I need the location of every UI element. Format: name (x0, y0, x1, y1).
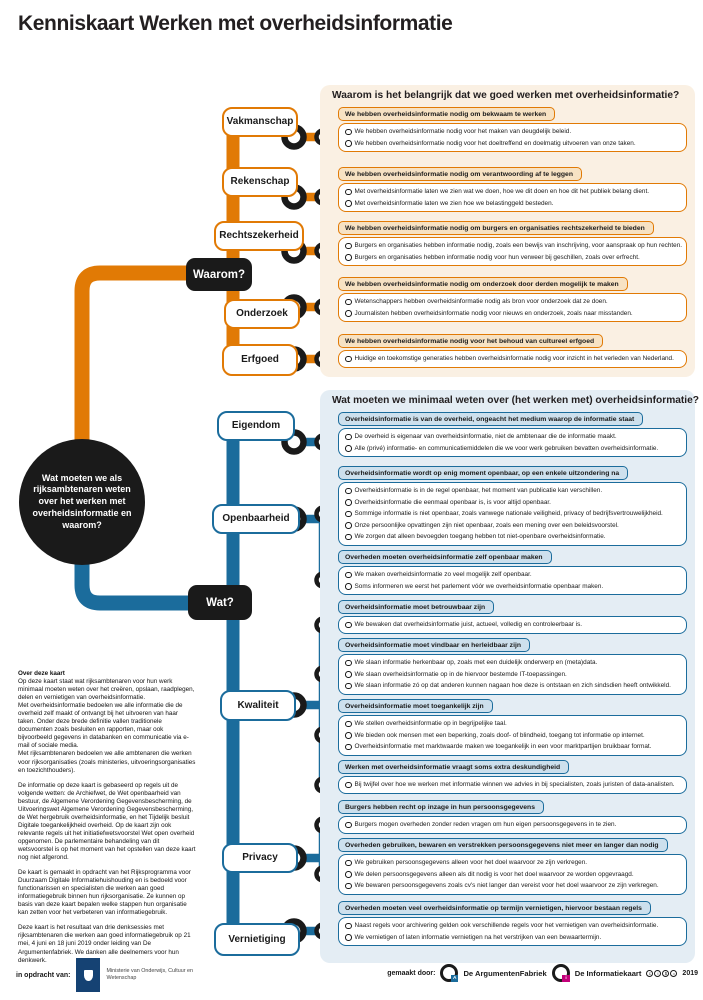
af-square-icon: A (451, 975, 459, 983)
block-header: We hebben overheidsinformatie nodig om onderzoek door derden mogelijk te maken (338, 277, 628, 291)
bullet-item (343, 443, 682, 455)
bullet-text: Overheidsinformatie met marktwaarde maken we toegankelijk in een voor marktpartijen bruikbaar format. (354, 743, 652, 750)
bullet-item (343, 485, 682, 497)
block-body (338, 293, 687, 322)
about-paragraph: De informatie op deze kaart is gebaseerd op regels uit de volgende wetten: de Archiefwet, de Wet openbaarheid van bestuur, de Algemene Verordening Gegevensbescherming, de Uitvoeringswet Algemene Verordening Gegevensbescherming, de Wet hergebruik overheidsinformatie, en het Tijdelijk besluit Digitale toegankelijkheid overheid. Op de kaart zijn ook relevante regels uit het initiatiefwetsvoorstel Wet open overheid opgenomen. De parlementaire behandeling van dit wetsvoorstel is op het moment van het opstellen van deze kaart nog niet afgerond. (18, 781, 196, 862)
bullet-ring-icon (345, 189, 352, 196)
category-node-vakmanschap: Vakmanschap (222, 107, 298, 137)
made-by-label: gemaakt door: (387, 969, 436, 977)
bullet-item (343, 718, 682, 730)
footer-commissioned (16, 956, 336, 994)
wat-node: Wat? (188, 585, 252, 620)
bullet-text: Soms informeren we eerst het parlement vóór we overheidsinformatie openbaar maken. (354, 582, 604, 590)
about-paragraph: Op deze kaart staat wat rijksambtenaren voor hun werk minimaal moeten weten over het creëren, opslaan, raadplegen, delen en vernietigen van overheidsinformatie. (18, 678, 195, 702)
bullet-item (343, 581, 682, 593)
bullet-text: Wetenschappers hebben overheidsinformatie nodig als bron voor onderzoek dat ze doen. (354, 298, 608, 305)
page-title: Kenniskaart Werken met overheidsinformatie (18, 12, 453, 35)
block-header: Overheidsinformatie moet toegankelijk zijn (338, 699, 493, 713)
about-paragraph: Deze kaart is het resultaat van drie denksessies met rijksambtenaren die werken aan goed informatiegebruik op 21 mei, 4 juni en 18 juni 2019 onder leiding van De Argumentenfabriek. We danken alle deelnemers voor hun denkwerk. (18, 924, 191, 964)
block-header: Overheidsinformatie wordt op enig moment openbaar, op een enkele uitzondering na (338, 466, 628, 480)
bullet-text: Sommige informatie is niet openbaar, zoals vanwege nationale veiligheid, privacy of bedrijfsvertrouwelijkheid. (354, 510, 663, 517)
bullet-ring-icon (345, 622, 352, 629)
bullet-ring-icon (345, 860, 352, 867)
argumentenfabriek-logo-icon (440, 964, 458, 982)
bullet-ring-icon (345, 671, 352, 678)
ik-square-icon: i (562, 975, 570, 983)
crest-icon (84, 970, 93, 981)
bullet-item (343, 569, 682, 581)
year-label: 2019 (682, 969, 698, 977)
bullet-text: We hebben overheidsinformatie nodig voor het maken van deugdelijk beleid. (354, 128, 572, 135)
bullet-item (343, 920, 682, 932)
category-node-rekenschap: Rekenschap (222, 167, 298, 197)
bullet-item (343, 252, 682, 264)
bullet-ring-icon (345, 683, 352, 690)
block-body (338, 183, 687, 212)
bullet-item (343, 126, 682, 138)
block-header: Overheidsinformatie is van de overheid, ongeacht het medium waarop de informatie staat (338, 412, 643, 426)
bullet-text: We gebruiken persoonsgegevens alleen voor het doel waarvoor ze zijn verkregen. (354, 859, 588, 866)
bullet-text: Overheidsinformatie die eenmaal openbaar is, is voor altijd openbaar. (354, 498, 551, 506)
category-node-kwaliteit: Kwaliteit (220, 690, 296, 721)
bullet-item (343, 669, 682, 681)
category-node-privacy: Privacy (222, 843, 298, 873)
bullet-item (343, 657, 682, 669)
bullet-ring-icon (345, 721, 352, 728)
about-section (18, 670, 196, 965)
bullet-item (343, 531, 682, 543)
block-body (338, 816, 687, 834)
bullet-ring-icon (345, 934, 352, 941)
bullet-text: Overheidsinformatie is in de regel openbaar, het moment van publicatie kan verschillen. (354, 487, 603, 494)
block-header: Overheden gebruiken, bewaren en verstrekken persoonsgegevens niet meer en langer dan nodig (338, 838, 668, 852)
bullet-text: Naast regels voor archivering gelden ook verschillende regels voor het vernietigen van overheidsinformatie. (354, 922, 659, 929)
bullet-item (343, 497, 682, 509)
bullet-ring-icon (345, 732, 352, 739)
bullet-item (343, 353, 682, 365)
bullet-ring-icon (345, 310, 352, 317)
block-header: Overheidsinformatie moet vindbaar en herleidbaar zijn (338, 638, 530, 652)
informatiekaart-logo-icon (552, 964, 570, 982)
bullet-ring-icon (345, 140, 352, 147)
bullet-item (343, 857, 682, 869)
block-body (338, 566, 687, 595)
bullet-item (343, 880, 682, 892)
bullet-ring-icon (345, 243, 352, 250)
bullet-ring-icon (345, 511, 352, 518)
block-header: Overheden moeten overheidsinformatie zelf openbaar maken (338, 550, 552, 564)
bullet-ring-icon (345, 923, 352, 930)
block-header: Werken met overheidsinformatie vraagt soms extra deskundigheid (338, 760, 569, 774)
bullet-ring-icon (345, 822, 352, 829)
category-node-onderzoek: Onderzoek (224, 299, 300, 329)
bullet-text: We bewaken dat overheidsinformatie juist, actueel, volledig en controleerbaar is. (354, 621, 583, 628)
block-body (338, 715, 687, 756)
block-body (338, 654, 687, 695)
bullet-text: We hebben overheidsinformatie nodig voor het doeltreffend en doelmatig uitvoeren van onze taken. (354, 139, 636, 147)
block-body (338, 237, 687, 266)
bullet-text: Bij twijfel over hoe we werken met informatie winnen we advies in bij specialisten, zoals juristen of data-analisten. (354, 781, 675, 788)
about-paragraph: Met rijksambtenaren bedoelen we alle ambtenaren die werken voor rijksorganisaties (zoals ministeries, uitvoeringsorganisaties en toezichthouders). (18, 750, 196, 774)
bullet-text: We zorgen dat alleen bevoegden toegang hebben tot niet-openbare overheidsinformatie. (354, 533, 606, 540)
category-node-erfgoed: Erfgoed (222, 344, 298, 376)
bullet-item (343, 730, 682, 742)
bullet-text: We slaan informatie herkenbaar op, zoals met een duidelijk onderwerp en (meta)data. (354, 659, 598, 666)
bullet-ring-icon (345, 522, 352, 529)
bullet-ring-icon (345, 254, 352, 261)
bullet-text: We bieden ook mensen met een beperking, zoals doof- of blindheid, toegang tot informatie op internet. (354, 731, 645, 739)
block-body (338, 482, 687, 546)
block-body (338, 350, 687, 368)
block-body (338, 917, 687, 946)
bullet-text: Met overheidsinformatie laten we zien hoe we belastinggeld besteden. (354, 199, 554, 207)
bullet-ring-icon (345, 583, 352, 590)
bullet-item (343, 779, 682, 791)
bullet-ring-icon (345, 744, 352, 751)
waarom-panel-title: Waarom is het belangrijk dat we goed werken met overheidsinformatie? (332, 90, 680, 101)
bullet-ring-icon (345, 129, 352, 136)
block-header: Burgers hebben recht op inzage in hun persoonsgegevens (338, 800, 544, 814)
bullet-text: Onze persoonlijke opvattingen zijn niet openbaar, zoals een mening over een beleidsvoorstel. (354, 521, 619, 529)
bullet-item (343, 308, 682, 320)
waarom-node: Waarom? (186, 258, 252, 291)
block-body (338, 776, 687, 794)
bullet-ring-icon (345, 356, 352, 363)
bullet-text: Burgers mogen overheden zonder reden vragen om hun eigen persoonsgegevens in te zien. (354, 821, 617, 828)
block-header: We hebben overheidsinformatie nodig om bekwaam te werken (338, 107, 555, 121)
nd-icon: = (670, 970, 677, 977)
nc-icon: $ (662, 970, 669, 977)
footer-credits (387, 958, 698, 988)
bullet-text: We delen persoonsgegevens alleen als dit nodig is voor het doel waarvoor ze worden opgevraagd. (354, 870, 634, 878)
block-body (338, 428, 687, 457)
category-node-rechtszekerheid: Rechtszekerheid (214, 221, 304, 251)
creative-commons-icons (646, 970, 677, 977)
cc-icon: c (646, 970, 653, 977)
category-node-vernietiging: Vernietiging (214, 923, 300, 956)
ministry-logo-icon (76, 958, 100, 992)
bullet-ring-icon (345, 445, 352, 452)
bullet-item (343, 680, 682, 692)
bullet-text: De overheid is eigenaar van overheidsinformatie, niet de ambtenaar die de informatie maakt. (354, 433, 617, 440)
bullet-text: We vernietigen of laten informatie vernietigen na het verstrijken van een bewaartermijn. (354, 933, 602, 941)
bullet-ring-icon (345, 660, 352, 667)
informatiekaart-name: De Informatiekaart (574, 968, 642, 978)
bullet-ring-icon (345, 499, 352, 506)
bullet-text: We stellen overheidsinformatie op in begrijpelijke taal. (354, 720, 507, 727)
bullet-ring-icon (345, 883, 352, 890)
bullet-item (343, 198, 682, 210)
by-icon: i (654, 970, 661, 977)
category-node-openbaarheid: Openbaarheid (212, 504, 300, 534)
bullet-text: We bewaren persoonsgegevens zoals cv's niet langer dan vereist voor het doel waarvoor ze zijn verkregen. (354, 882, 659, 889)
branch-pipe (82, 273, 190, 458)
block-body (338, 123, 687, 152)
bullet-ring-icon (345, 434, 352, 441)
block-header: We hebben overheidsinformatie nodig voor het behoud van cultureel erfgoed (338, 334, 603, 348)
bullet-ring-icon (345, 200, 352, 207)
bullet-text: Journalisten hebben overheidsinformatie nodig voor nieuws en onderzoek, zoals naar misstanden. (354, 309, 633, 317)
bullet-text: Huidige en toekomstige generaties hebben overheidsinformatie nodig voor inzicht in het verleden van Nederland. (354, 355, 674, 362)
bullet-text: We maken overheidsinformatie zo veel mogelijk zelf openbaar. (354, 571, 532, 578)
bullet-item (343, 619, 682, 631)
bullet-text: Met overheidsinformatie laten we zien wat we doen, hoe we dit doen en hoe dit het publiek belang dient. (354, 188, 650, 195)
bullet-text: Burgers en organisaties hebben informatie nodig voor hun verweer bij geschillen, zoals over erfrecht. (354, 253, 640, 261)
block-body (338, 854, 687, 895)
bullet-item (343, 138, 682, 150)
bullet-item (343, 431, 682, 443)
bullet-item (343, 508, 682, 520)
block-body (338, 616, 687, 634)
bullet-item (343, 741, 682, 753)
bullet-ring-icon (345, 572, 352, 579)
bullet-text: We slaan overheidsinformatie op in de hiervoor bestemde IT-toepassingen. (354, 670, 567, 678)
bullet-item (343, 819, 682, 831)
bullet-item (343, 240, 682, 252)
bullet-item (343, 520, 682, 532)
argumentenfabriek-name: De ArgumentenFabriek (463, 968, 547, 978)
bullet-ring-icon (345, 299, 352, 306)
bullet-text: Burgers en organisaties hebben informatie nodig, zoals een bewijs van inschrijving, voor aanspraak op hun rechten. (354, 242, 683, 249)
bullet-item (343, 296, 682, 308)
block-header: Overheden moeten veel overheidsinformatie op termijn vernietigen, hiervoor bestaan regels (338, 901, 651, 915)
bullet-ring-icon (345, 534, 352, 541)
bullet-ring-icon (345, 871, 352, 878)
block-header: We hebben overheidsinformatie nodig om verantwoording af te leggen (338, 167, 582, 181)
about-heading: Over deze kaart (18, 670, 65, 677)
about-paragraph: De kaart is gemaakt in opdracht van het Rijksprogramma voor Duurzaam Digitale Informatiehuishouding en is bedoeld voor functionarissen en specialisten die werken aan goed informatiegebruik binnen hun rijksorganisatie. Ze kunnen op basis van deze kaart bepalen welke stappen hun organisatie kan zetten voor het verbeteren van informatiegebruik. (18, 869, 191, 917)
category-node-eigendom: Eigendom (217, 411, 295, 441)
about-paragraph: Met overheidsinformatie bedoelen we alle informatie die de overheid zelf maakt of ontvangt bij het uitvoeren van haar taken. Onder deze brede definitie vallen traditionele documenten zoals besluiten en rapporten, maar ook bijvoorbeeld gegevens in databanken en communicatie via e-mail of sociale media. (18, 702, 189, 750)
block-header: We hebben overheidsinformatie nodig om burgers en organisaties rechtszekerheid te bieden (338, 221, 654, 235)
bullet-item (343, 186, 682, 198)
ministry-name: Ministerie van Onderwijs, Cultuur en Wetenschap (106, 968, 194, 981)
central-question-circle: Wat moeten we als rijksambtenaren weten over het werken met overheidsinformatie en waarom? (19, 439, 145, 565)
commissioned-label: in opdracht van: (16, 971, 71, 979)
bullet-text: We slaan informatie zó op dat anderen kunnen nagaan hoe deze is ontstaan en zich sindsdien heeft ontwikkeld. (354, 682, 671, 689)
bullet-text: Alle (privé) informatie- en communicatiemiddelen die we voor werk gebruiken bevatten overheidsinformatie. (354, 444, 659, 452)
wat-panel-title: Wat moeten we minimaal weten over (het werken met) overheidsinformatie? (332, 395, 700, 406)
block-header: Overheidsinformatie moet betrouwbaar zijn (338, 600, 494, 614)
bullet-ring-icon (345, 488, 352, 495)
bullet-item (343, 932, 682, 944)
bullet-ring-icon (345, 782, 352, 789)
bullet-item (343, 869, 682, 881)
